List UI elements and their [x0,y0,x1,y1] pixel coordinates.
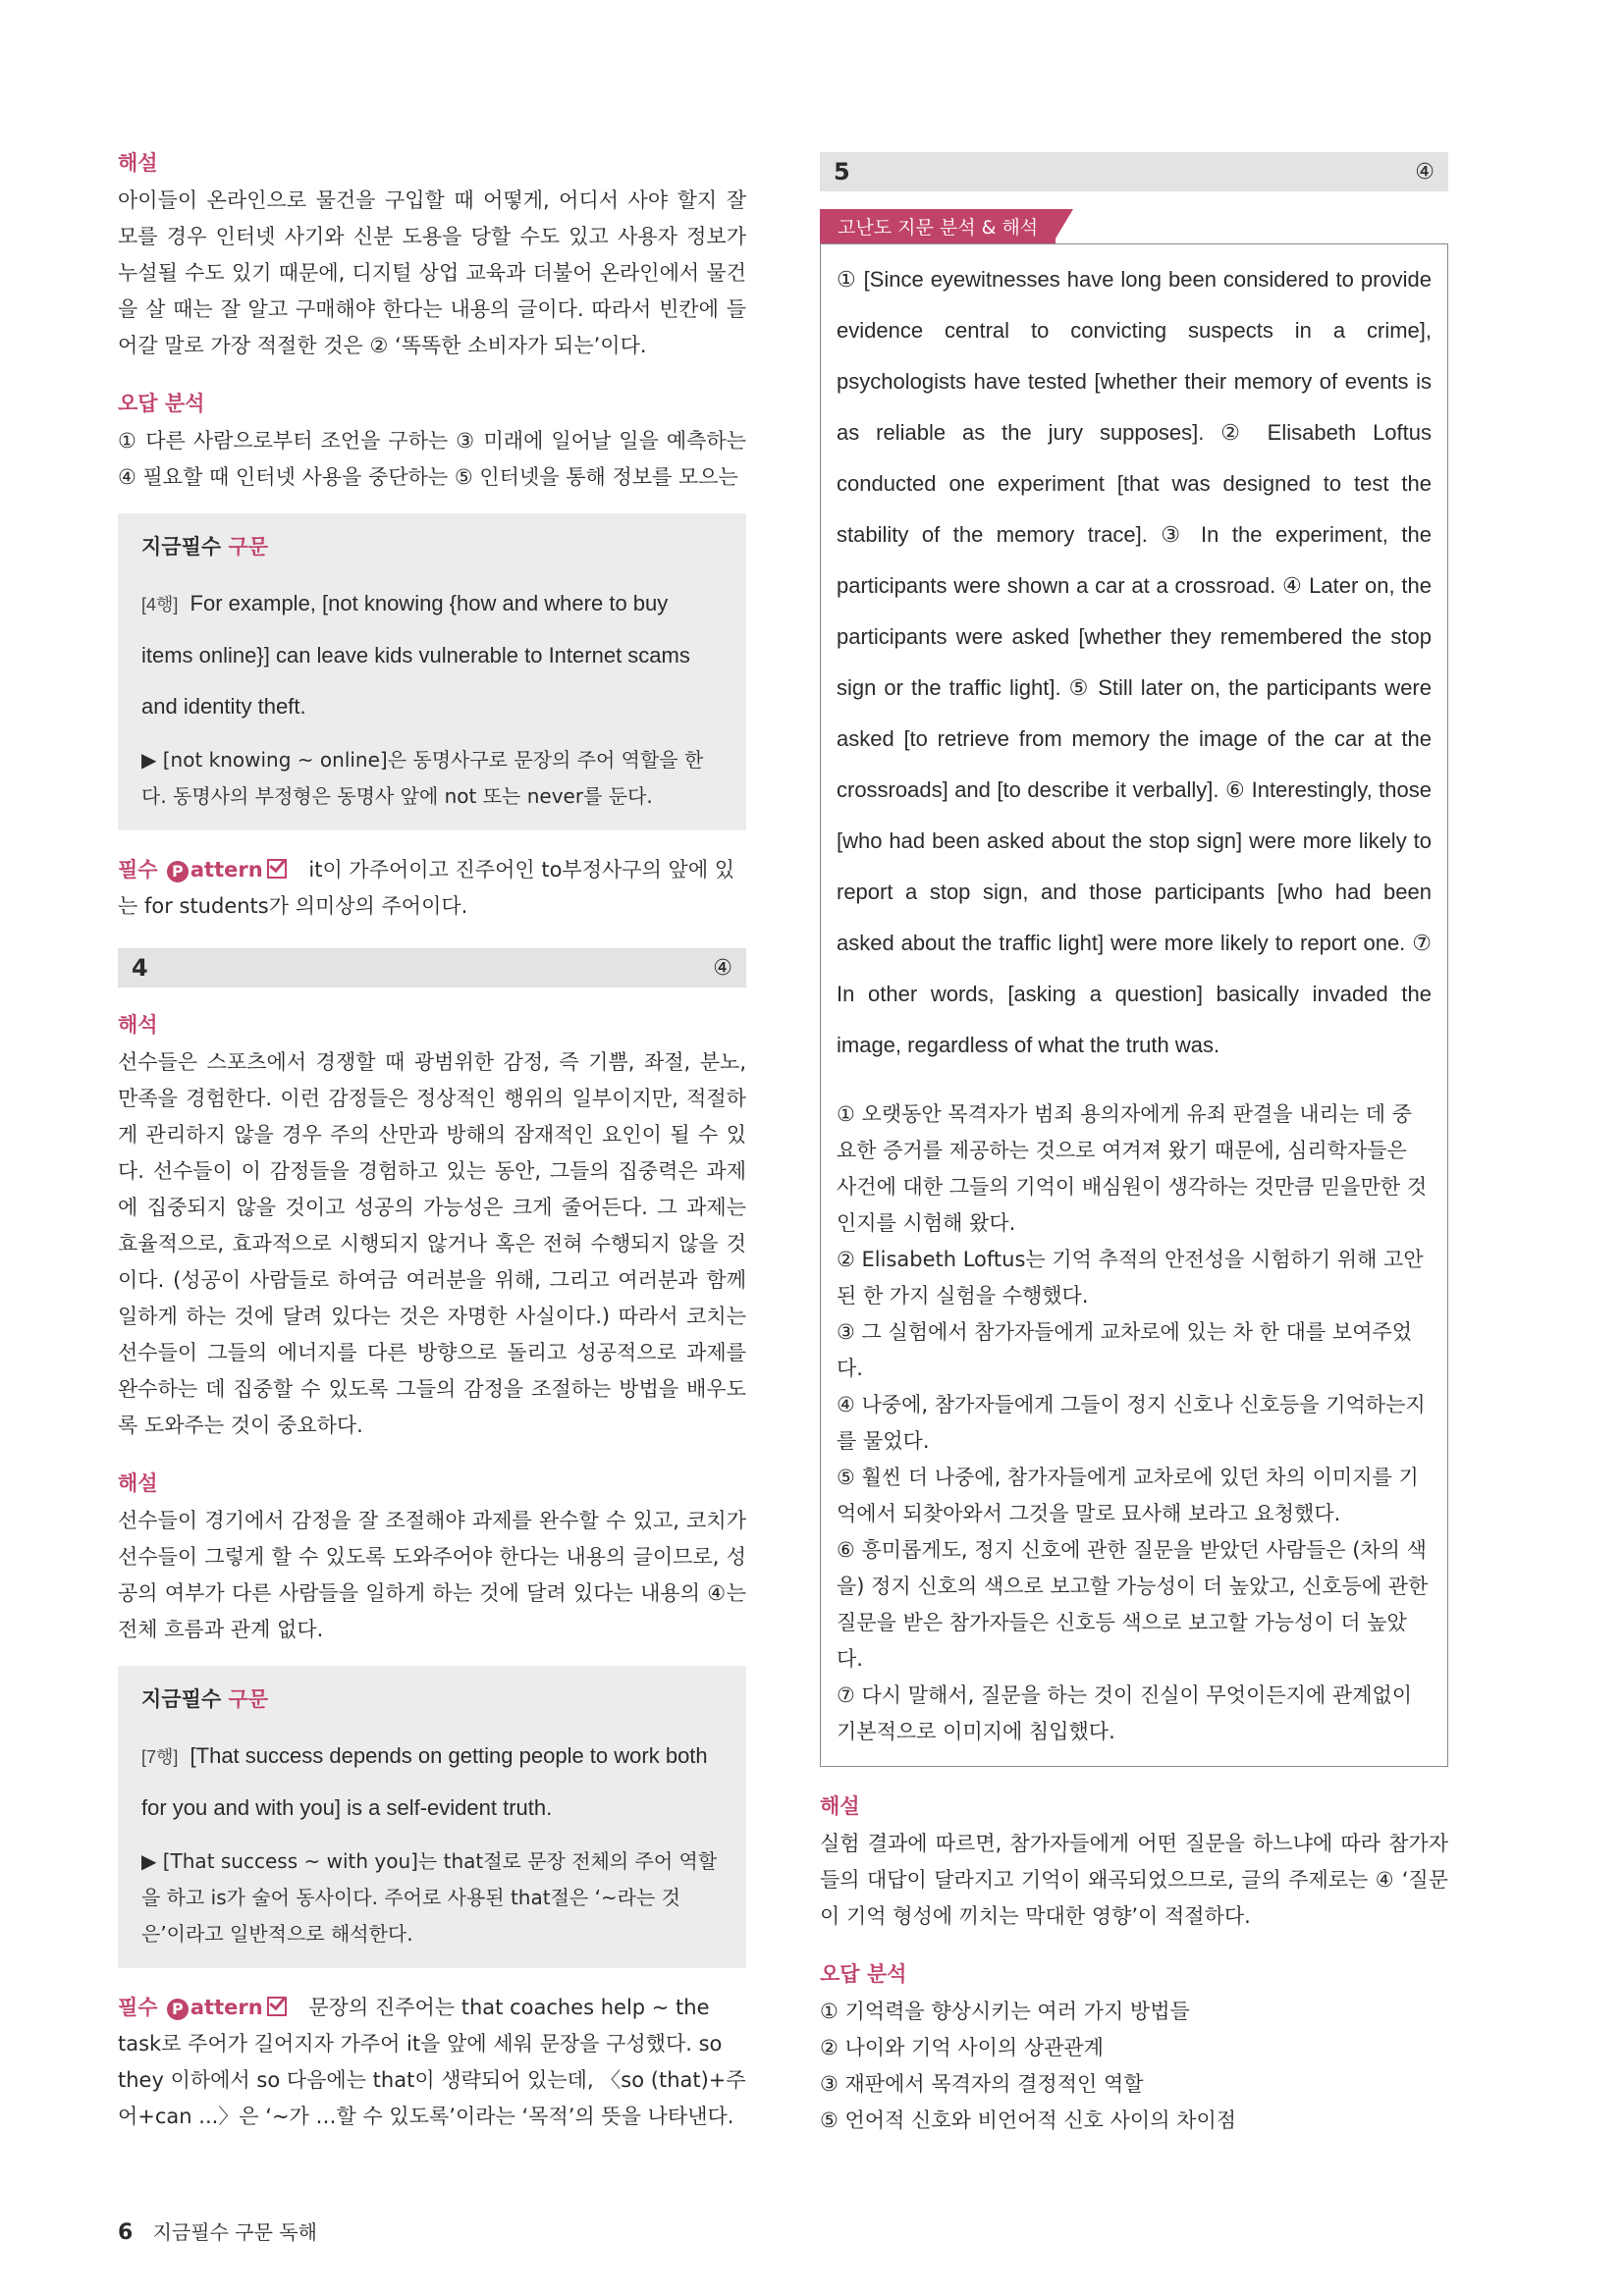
grammar-sentence: [4행] For example, [not knowing {how and where to buy items online}] can leave kids vulnerable to Internet scams and identity theft. [141,591,690,719]
grammar-box-2 [118,1666,746,1968]
translation-text: 선수들은 스포츠에서 경쟁할 때 광범위한 감정, 즉 기쁨, 좌절, 분노, 만족을 경험한다. 이런 감정들은 정상적인 행위의 일부이지만, 적절하게 관리하지 않을 경우 주의 산만과 방해의 잠재적인 요인이 될 수 있다. 선수들이 이 감정들을 경험하고 있는 동안, 그들의 집중력은 과제에 집중되지 않을 것이고 성공의 가능성은 크게 줄어든다. 그 과제는 효율적으로, 효과적으로 시행되지 않거나 혹은 전혀 수행되지 않을 것이다. (성공이 사람들로 하여금 여러분을 위해, 그리고 여러분과 함께 일하게 하는 것에 달려 있다는 것은 자명한 사실이다.) 따라서 코치는 선수들이 그들의 에너지를 다른 방향으로 돌리고 성공적으로 과제를 완수하는 데 집중할 수 있도록 그들의 감정을 조절하는 방법을 배우도록 도와주는 것이 중요하다. [118,1050,746,1437]
check-icon [267,859,287,879]
korean-sentence: ⑦ 다시 말해서, 질문을 하는 것이 진실이 무엇이든지에 관계없이 기본적으로 이미지에 침입했다. [837,1683,1413,1743]
passage-korean [837,1096,1432,1750]
korean-sentence: ⑥ 흥미롭게도, 정지 신호에 관한 질문을 받았던 사람들은 (차의 색을) 정지 신호의 색으로 보고할 가능성이 더 높았고, 신호등에 관한 질문을 받은 참가자들은 신호등 색으로 보고할 가능성이 더 높았다. [837,1538,1429,1671]
grammar-box-title: 지금필수 구문 [141,1687,269,1711]
question-answer: ④ [1415,159,1435,185]
section-heading-translation: 해석 [118,1013,158,1037]
section-heading-explanation: 해설 [118,151,158,175]
advanced-analysis-tab: 고난도 지문 분석 & 해석 [820,209,1056,243]
pattern-p-icon: P [167,861,189,882]
wrong-answer-item: ② 나이와 기억 사이의 상관관계 [820,2036,1104,2059]
passage-frame [820,243,1448,1767]
question-4-header [118,948,746,988]
section-heading-explanation-3: 해설 [820,1794,860,1818]
korean-sentence: ⑤ 훨씬 더 나중에, 참가자들에게 교차로에 있던 차의 이미지를 기억에서 되찾아와서 그것을 말로 묘사해 보라고 요청했다. [837,1466,1419,1525]
section-heading-wrong-answers-2: 오답 분석 [820,1962,907,1986]
question-number: 5 [834,158,850,186]
pattern-label: 필수 P attern [118,1996,295,2019]
line-tag: [4행] [141,595,179,614]
right-column [820,152,1448,2139]
wrong-answer-item: ① 기억력을 향상시키는 여러 가지 방법들 [820,2000,1190,2023]
grammar-box-1 [118,513,746,830]
pattern-label: 필수 P attern [118,858,295,881]
page-footer [118,2216,317,2245]
section-heading-explanation-2: 해설 [118,1471,158,1495]
wrong-answer-item: ⑤ 언어적 신호와 비언어적 신호 사이의 차이점 [820,2109,1237,2132]
question-5-header [820,152,1448,191]
wrong-answer-item: ③ 재판에서 목격자의 결정적인 역할 [820,2072,1144,2096]
korean-sentence: ② Elisabeth Loftus는 기억 추적의 안전성을 시험하기 위해 고안된 한 가지 실험을 수행했다. [837,1248,1424,1308]
grammar-box-title: 지금필수 구문 [141,535,269,559]
explanation-text: 아이들이 온라인으로 물건을 구입할 때 어떻게, 어디서 사야 할지 잘 모를 경우 인터넷 사기와 신분 도용을 당할 수도 있고 사용자 정보가 누설될 수도 있기 때문에, 디지털 상업 교육과 더불어 온라인에서 물건을 살 때는 잘 알고 구매해야 한다는 내용의 글이다. 따라서 빈칸에 들어갈 말로 가장 적절한 것은 ② ‘똑똑한 소비자가 되는’이다. [118,188,746,357]
question-answer: ④ [713,955,732,981]
pattern-p-icon: P [167,1999,189,2020]
section-heading-wrong-answers: 오답 분석 [118,392,205,415]
check-icon [267,1997,287,2016]
book-title: 지금필수 구문 독해 [152,2220,317,2244]
grammar-sentence: [7행] [That success depends on getting people to work both for you and with you] is a self-evident truth. [141,1743,708,1820]
grammar-note: ▶ [That success ~ with you]는 that절로 문장 전체의 주어 역할을 하고 is가 술어 동사이다. 주어로 사용된 that절은 ‘~라는 것은’이라고 일반적으로 해석한다. [141,1849,718,1946]
grammar-note: ▶ [not knowing ~ online]은 동명사구로 문장의 주어 역할을 한다. 동명사의 부정형은 동명사 앞에 not 또는 never를 둔다. [141,748,704,808]
korean-sentence: ① 오랫동안 목격자가 범죄 용의자에게 유죄 판결을 내리는 데 중요한 증거를 제공하는 것으로 여겨져 왔기 때문에, 심리학자들은 사건에 대한 그들의 기억이 배심원이 생각하는 것만큼 믿을만한 것인지를 시험해 왔다. [837,1102,1428,1235]
page-number: 6 [118,2220,134,2245]
question-number: 4 [132,954,148,982]
korean-sentence: ③ 그 실험에서 참가자들에게 교차로에 있는 차 한 대를 보여주었다. [837,1320,1413,1380]
wrong-answers-text: ① 다른 사람으로부터 조언을 구하는 ③ 미래에 일어날 일을 예측하는 ④ 필요할 때 인터넷 사용을 중단하는 ⑤ 인터넷을 통해 정보를 모으는 [118,429,746,489]
explanation-text-2: 선수들이 경기에서 감정을 잘 조절해야 과제를 완수할 수 있고, 코치가 선수들이 그렇게 할 수 있도록 도와주어야 한다는 내용의 글이므로, 성공의 여부가 다른 사람들을 일하게 하는 것에 달려 있다는 내용의 ④는 전체 흐름과 관계 없다. [118,1509,746,1641]
passage-english: ① [Since eyewitnesses have long been considered to provide evidence central to convicting suspects in a crime], psychologists have tested [whether their memory of events is as reliable as the jury supposes]. ② Elisabeth Loftus conducted one experiment [that was designed to test the stability of the memory trace]. ③ In the experiment, the participants were shown a car at a crossroad. ④ Later on, the participants were asked [whether they remembered the stop sign or the traffic light]. ⑤ Still later on, the participants were asked [to retrieve from memory the image of the car at the crossroads] and [to describe it verbally]. ⑥ Interestingly, those [who had been asked about the stop sign] were more likely to report a stop sign, and those participants [who had been asked about the traffic light] were more likely to report one. ⑦ In other words, [asking a question] basically invaded the image, regardless of what the truth was. [837,267,1432,1057]
explanation-text-3: 실험 결과에 따르면, 참가자들에게 어떤 질문을 하느냐에 따라 참가자들의 대답이 달라지고 기억이 왜곡되었으므로, 글의 주제로는 ④ ‘질문이 기억 형성에 끼치는 막대한 영향’이 적절하다. [820,1832,1448,1928]
line-tag: [7행] [141,1747,179,1767]
left-column [118,147,746,2135]
pattern-note-1: 필수 P attern it이 가주어이고 진주어인 to부정사구의 앞에 있는 for students가 의미상의 주어이다. [118,858,735,918]
pattern-note-2: 필수 P attern 문장의 진주어는 that coaches help ~ the task로 주어가 길어지자 가주어 it을 앞에 세워 문장을 구성했다. so they 이하에서 so 다음에는 that이 생략되어 있는데, 〈so (that)+주어+can ...〉은 ‘~가 …할 수 있도록’이라는 ‘목적’의 뜻을 나타낸다. [118,1996,746,2128]
korean-sentence: ④ 나중에, 참가자들에게 그들이 정지 신호나 신호등을 기억하는지를 물었다. [837,1393,1426,1453]
